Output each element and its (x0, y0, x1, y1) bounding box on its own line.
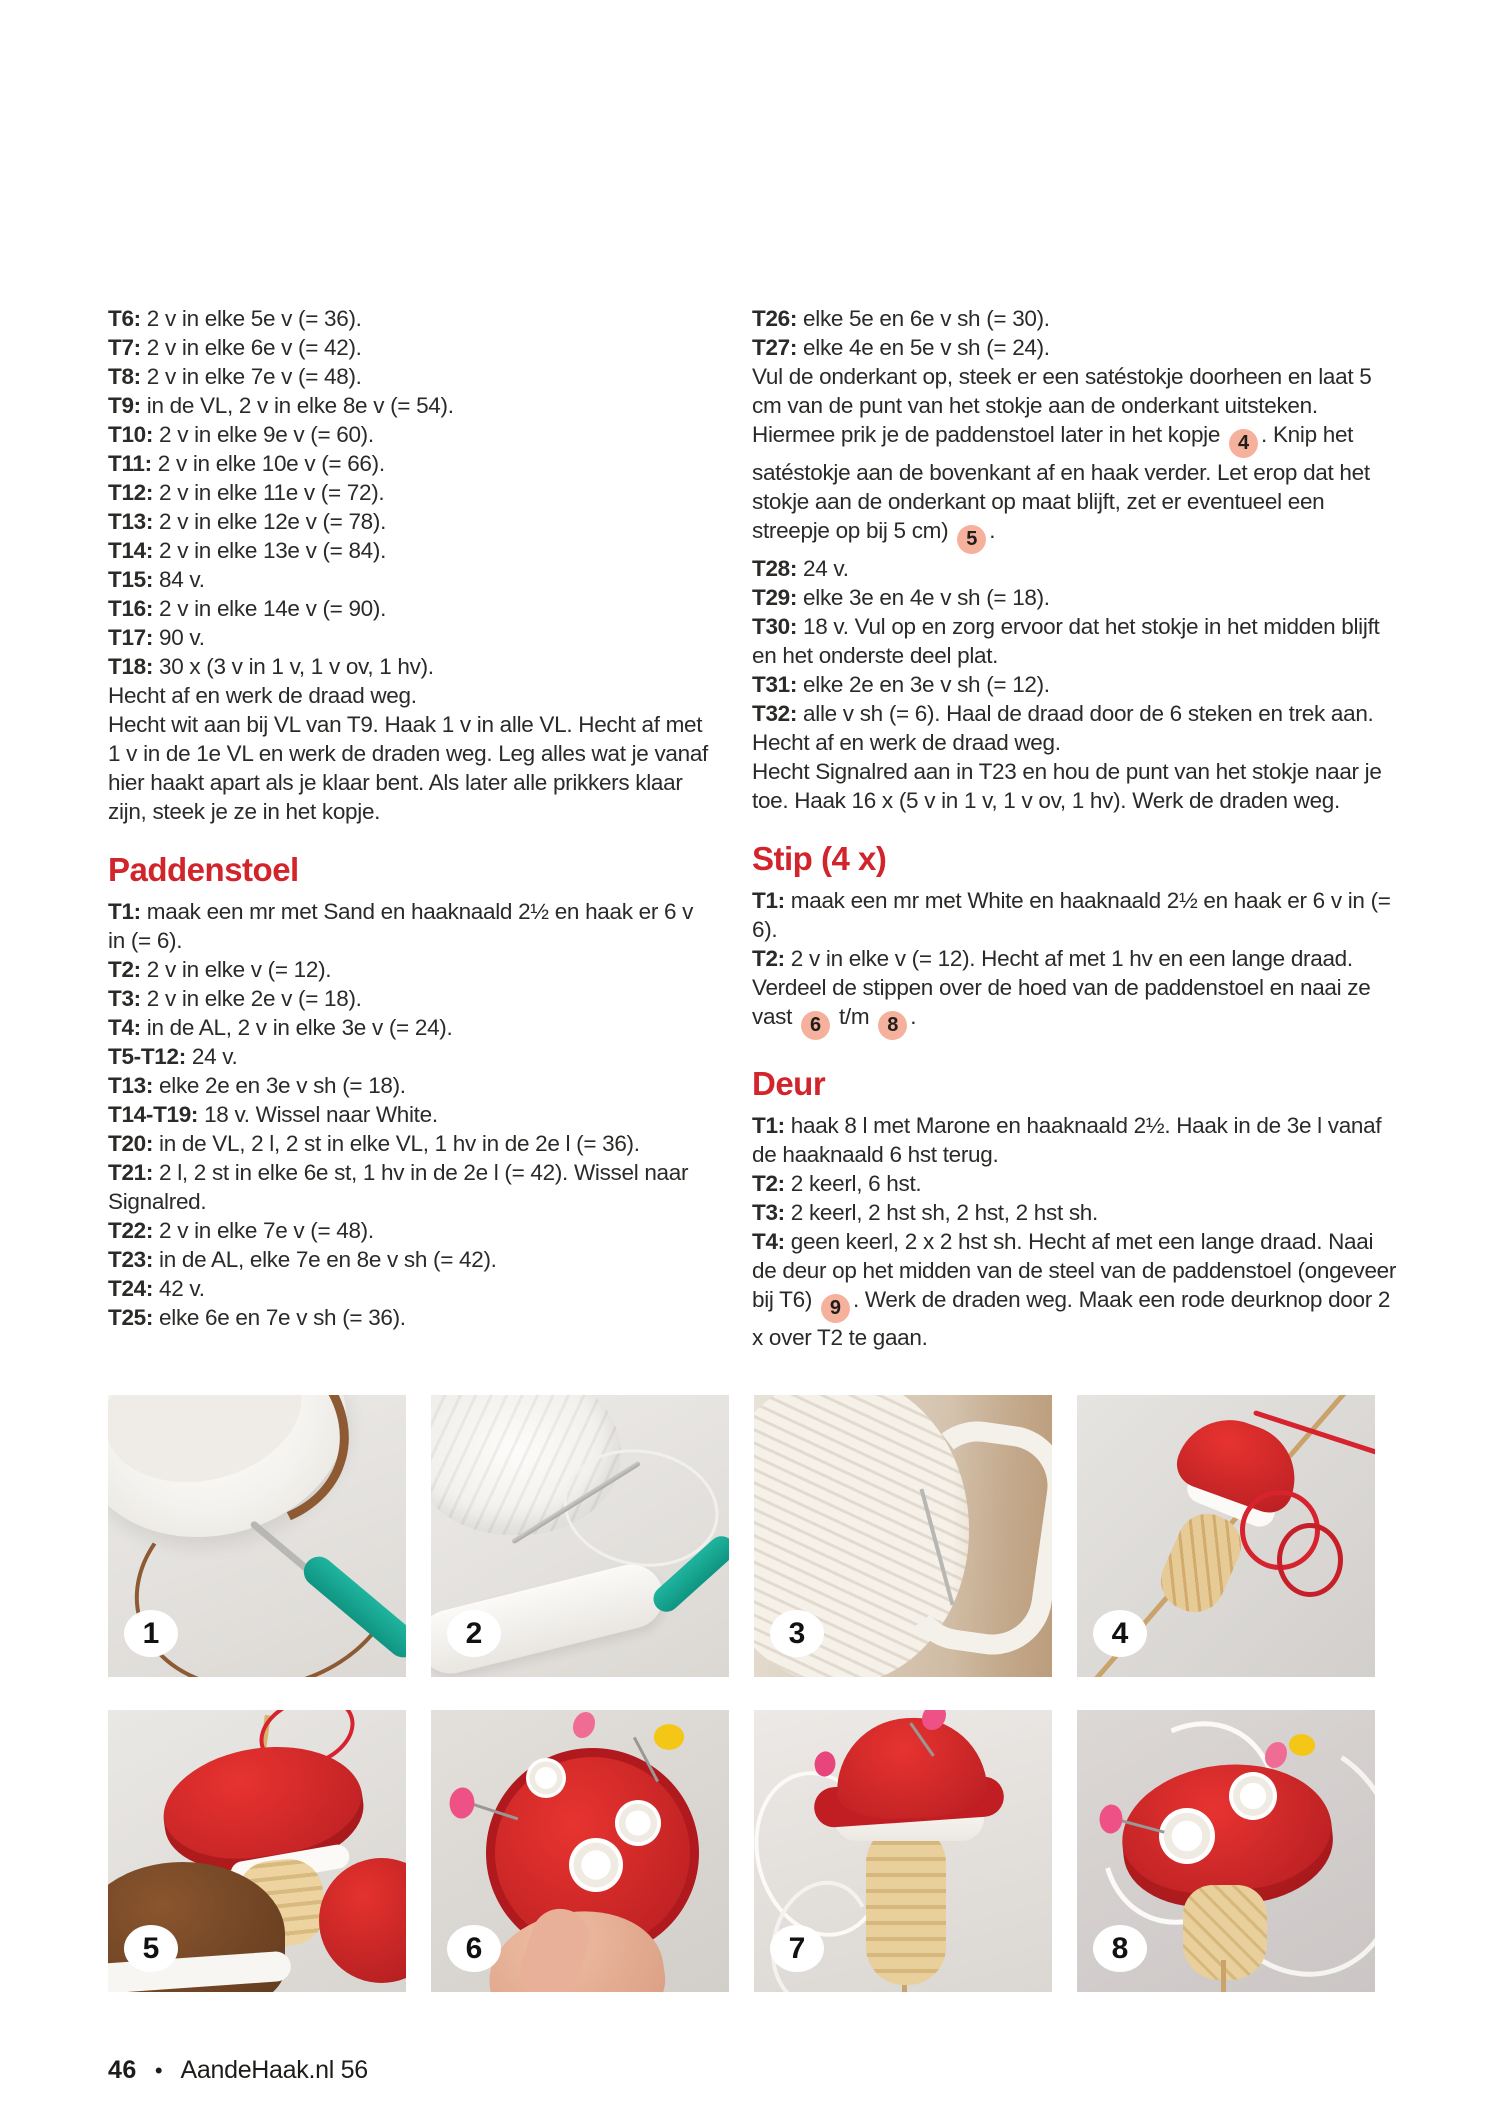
pattern-line: T4: in de AL, 2 v in elke 3e v (= 24). (108, 1015, 453, 1040)
pattern-line: T14: 2 v in elke 13e v (= 84). (108, 538, 387, 563)
pattern-line: T14-T19: 18 v. Wissel naar White. (108, 1102, 438, 1127)
round-label: T9: (108, 393, 141, 418)
photo-7 (754, 1710, 1052, 1992)
pattern-line: T20: in de VL, 2 l, 2 st in elke VL, 1 hv in de 2e l (= 36). (108, 1131, 640, 1156)
round-label: T4: (752, 1229, 785, 1254)
pattern-line: T30: 18 v. Vul op en zorg ervoor dat het stokje in het midden blijft en het onderste deel plat. (752, 614, 1380, 668)
pattern-line: T5-T12: 24 v. (108, 1044, 238, 1069)
pattern-line: T4: geen keerl, 2 x 2 hst sh. Hecht af met een lange draad. Naai de deur op het midden van de steel van de paddenstoel (ongeveer bij T6) 9 . Werk de draden weg. Maak een rode deurknop door 2 x over T2 te gaan. (752, 1229, 1397, 1350)
photo-ref-badge: 6 (801, 1011, 830, 1040)
round-label: T11: (108, 451, 152, 476)
red-yarn-loop (1277, 1523, 1343, 1597)
round-label: T2: (752, 1171, 785, 1196)
round-label: T31: (752, 672, 798, 697)
pattern-line: T8: 2 v in elke 7e v (= 48). (108, 364, 362, 389)
pattern-line: T25: elke 6e en 7e v sh (= 36). (108, 1305, 406, 1330)
round-label: T29: (752, 585, 798, 610)
pattern-line: T9: in de VL, 2 v in elke 8e v (= 54). (108, 393, 454, 418)
pattern-line: Vul de onderkant op, steek er een satéstokje doorheen en laat 5 cm van de punt van het stokje aan de onderkant uitsteken. Hiermee prik je de paddenstoel later in het kopje 4 . Knip het satéstokje aan de bovenkant af en haak verder. Let erop dat het stokje aan de onderkant op maat blijft, zet er eventueel een streepje op bij 5 cm) 5 . (752, 362, 1397, 554)
photo-number-badge: 8 (1093, 1925, 1147, 1972)
pattern-line: T10: 2 v in elke 9e v (= 60). (108, 422, 374, 447)
round-label: T1: (752, 888, 785, 913)
round-label: T10: (108, 422, 154, 447)
yellow-flower-pin (651, 1721, 687, 1754)
pattern-line: T16: 2 v in elke 14e v (= 90). (108, 596, 387, 621)
photo-2 (431, 1395, 729, 1677)
pink-flower-pin (445, 1784, 480, 1821)
red-yarn-ball (319, 1858, 406, 1983)
photo-5 (108, 1710, 406, 1992)
photo-ref-badge: 5 (957, 525, 986, 554)
round-label: T2: (108, 957, 141, 982)
round-label: T6: (108, 306, 141, 331)
right-column (752, 304, 1397, 1352)
white-dot-flower (615, 1800, 661, 1846)
white-dot-flower (569, 1838, 623, 1892)
round-label: T2: (752, 946, 785, 971)
pattern-line: T3: 2 keerl, 2 hst sh, 2 hst, 2 hst sh. (752, 1200, 1098, 1225)
pattern-line: T2: 2 v in elke v (= 12). Hecht af met 1 hv en een lange draad. Verdeel de stippen over de hoed van de paddenstoel en naai ze vast 6 t/m 8 . (752, 944, 1397, 1040)
pattern-line: T22: 2 v in elke 7e v (= 48). (108, 1218, 374, 1243)
mushroom-stem (866, 1825, 946, 1985)
round-label: T3: (752, 1200, 785, 1225)
photo-1 (108, 1395, 406, 1677)
section-heading: Stip (4 x) (752, 840, 887, 877)
round-label: T16: (108, 596, 154, 621)
round-label: T3: (108, 986, 141, 1011)
round-label: T13: (108, 1073, 154, 1098)
pattern-line: T3: 2 v in elke 2e v (= 18). (108, 986, 362, 1011)
photo-number-badge: 6 (447, 1925, 501, 1972)
pattern-line: T32: alle v sh (= 6). Haal de draad door de 6 steken en trek aan. Hecht af en werk de draad weg. (752, 701, 1374, 755)
photo-ref-badge: 9 (821, 1294, 850, 1323)
red-mushroom-cap (833, 1714, 988, 1822)
pattern-line: T6: 2 v in elke 5e v (= 36). (108, 306, 362, 331)
round-label: T30: (752, 614, 798, 639)
pattern-line: T29: elke 3e en 4e v sh (= 18). (752, 585, 1050, 610)
pattern-line: T12: 2 v in elke 11e v (= 72). (108, 480, 385, 505)
photo-8 (1077, 1710, 1375, 1992)
round-label: T7: (108, 335, 141, 360)
round-label: T28: (752, 556, 798, 581)
photo-number-badge: 1 (124, 1610, 178, 1657)
pattern-line: T7: 2 v in elke 6e v (= 42). (108, 335, 362, 360)
pattern-line: T13: elke 2e en 3e v sh (= 18). (108, 1073, 406, 1098)
pattern-line: Hecht wit aan bij VL van T9. Haak 1 v in alle VL. Hecht af met 1 v in de 1e VL en werk de draden weg. Leg alles wat je vanaf hier haakt apart als je klaar bent. Als later alle prikkers klaar zijn, steek je ze in het kopje. (108, 712, 709, 824)
round-label: T20: (108, 1131, 154, 1156)
pattern-line: T2: 2 v in elke v (= 12). (108, 957, 332, 982)
footer-bullet: • (154, 2057, 163, 2083)
round-label: T25: (108, 1305, 154, 1330)
pattern-line: T13: 2 v in elke 12e v (= 78). (108, 509, 387, 534)
photo-number-badge: 7 (770, 1925, 824, 1972)
photo-number-badge: 2 (447, 1610, 501, 1657)
round-label: T8: (108, 364, 141, 389)
photo-ref-badge: 8 (878, 1011, 907, 1040)
pattern-line: T2: 2 keerl, 6 hst. (752, 1171, 922, 1196)
pink-flower-pin (573, 1712, 595, 1738)
photo-number-badge: 5 (124, 1925, 178, 1972)
pattern-line: T26: elke 5e en 6e v sh (= 30). (752, 306, 1050, 331)
pattern-line: T31: elke 2e en 3e v sh (= 12). (752, 672, 1050, 697)
white-dot-flower (526, 1758, 566, 1798)
photo-3 (754, 1395, 1052, 1677)
pattern-line: Hecht Signalred aan in T23 en hou de punt van het stokje naar je toe. Haak 16 x (5 v in 1 v, 1 v ov, 1 hv). Werk de draden weg. (752, 759, 1382, 813)
round-label: T1: (108, 899, 141, 924)
photo-number-badge: 4 (1093, 1610, 1147, 1657)
round-label: T12: (108, 480, 154, 505)
round-label: T5-T12: (108, 1044, 186, 1069)
pattern-line: T1: maak een mr met White en haaknaald 2½ en haak er 6 v in (= 6). (752, 888, 1391, 942)
magazine-name: AandeHaak.nl 56 (180, 2056, 368, 2084)
page-footer (108, 2056, 368, 2085)
white-dot-flower (1159, 1808, 1215, 1864)
round-label: T17: (108, 625, 154, 650)
pattern-line: T15: 84 v. (108, 567, 205, 592)
round-label: T21: (108, 1160, 154, 1185)
round-label: T32: (752, 701, 798, 726)
section-heading: Deur (752, 1065, 826, 1102)
pattern-line: T11: 2 v in elke 10e v (= 66). (108, 451, 385, 476)
white-dot-flower (1229, 1772, 1277, 1820)
pattern-line: T27: elke 4e en 5e v sh (= 24). (752, 335, 1050, 360)
round-label: T26: (752, 306, 798, 331)
pattern-line: T17: 90 v. (108, 625, 205, 650)
photo-4 (1077, 1395, 1375, 1677)
pattern-line: T1: haak 8 l met Marone en haaknaald 2½. Haak in de 3e l vanaf de haaknaald 6 hst terug. (752, 1113, 1382, 1167)
photo-number-badge: 3 (770, 1610, 824, 1657)
pattern-line: T28: 24 v. (752, 556, 849, 581)
round-label: T23: (108, 1247, 154, 1272)
round-label: T24: (108, 1276, 154, 1301)
round-label: T1: (752, 1113, 785, 1138)
round-label: T18: (108, 654, 154, 679)
round-label: T13: (108, 509, 154, 534)
photo-ref-badge: 4 (1229, 429, 1258, 458)
round-label: T27: (752, 335, 798, 360)
pattern-line: T21: 2 l, 2 st in elke 6e st, 1 hv in de 2e l (= 42). Wissel naar Signalred. (108, 1160, 689, 1214)
round-label: T22: (108, 1218, 154, 1243)
section-heading: Paddenstoel (108, 851, 299, 888)
pattern-line: T24: 42 v. (108, 1276, 205, 1301)
round-label: T4: (108, 1015, 141, 1040)
left-column (108, 304, 708, 1332)
photo-6 (431, 1710, 729, 1992)
page-number: 46 (108, 2056, 137, 2084)
pattern-line: T18: 30 x (3 v in 1 v, 1 v ov, 1 hv). (108, 654, 434, 679)
pattern-line: T1: maak een mr met Sand en haaknaald 2½ en haak er 6 v in (= 6). (108, 899, 694, 953)
pattern-line: Hecht af en werk de draad weg. (108, 683, 417, 708)
pattern-line: T23: in de AL, elke 7e en 8e v sh (= 42). (108, 1247, 497, 1272)
round-label: T14: (108, 538, 154, 563)
sate-skewer (1221, 1960, 1226, 1992)
round-label: T14-T19: (108, 1102, 199, 1127)
round-label: T15: (108, 567, 154, 592)
